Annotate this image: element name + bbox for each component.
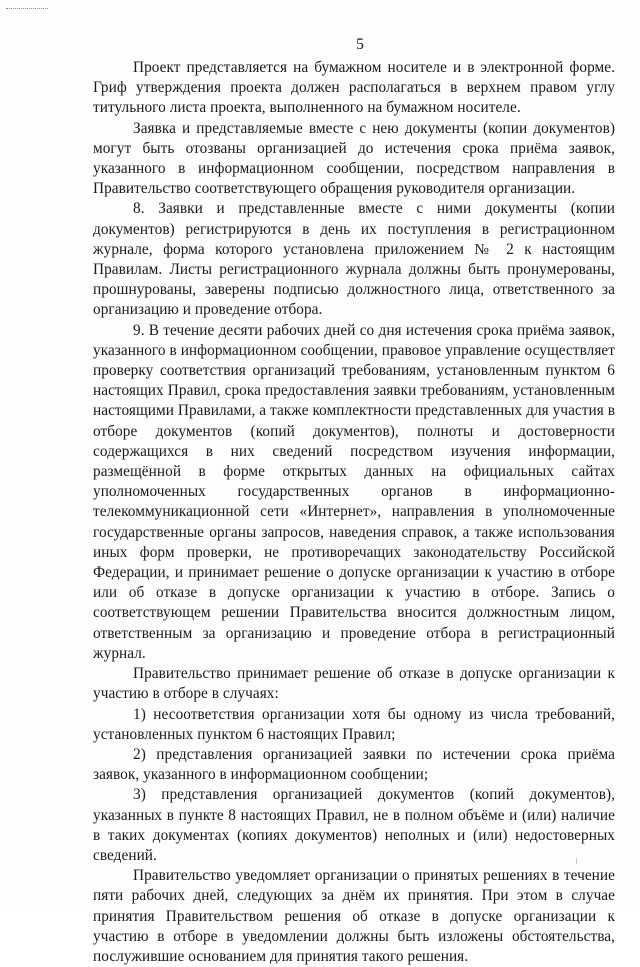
paragraph-refusal-cases-intro: Правительство принимает решение об отказе в допуске организации к участию в отборе в случаях: [93, 665, 615, 703]
paragraph-application-withdrawal: Заявка и представляемые вместе с нею документы (копии документов) могут быть отозваны организацией до истечения срока приёма заявок, указанного в информационном сообщении, посредством направления в Правительство соответствующего обращения руководителя организации. [93, 119, 615, 198]
list-item-refusal-case-2: 2) представления организацией заявки по истечении срока приёма заявок, указанного в информационном сообщении; [93, 745, 615, 784]
list-item-refusal-case-3: 3) представления организацией документов (копий документов), указанных в пункте 8 настоящих Правил, не в полном объёме и (или) наличие в таких документах (копиях документов) неполных и (или) недостоверных сведений. [93, 786, 615, 864]
page-number: 5 [356, 36, 364, 53]
paragraph-item-9-verification: 9. В течение десяти рабочих дней со дня истечения срока приёма заявок, указанного в информационном сообщении, правовое управление осуществляет проверку соответствия организаций требованиям, установленным пунктом 6 настоящих Правил, срока предоставления заявки требованиям, установленным настоящими Правилами, а также комплектности представленных для участия в отборе документов (копий документов), полноты и достоверности содержащихся в них сведений посредством изучения информации, размещённой в форме открытых данных на официальных сайтах уполномоченных государственных органов в информационно-телекоммуникационной сети «Интернет», направления в уполномоченные государственные органы запросов, наведения справок, а также использования иных форм проверки, не противоречащих законодательству Российской Федерации, и принимает решение о допуске организации к участию в отборе или об отказе в допуске организации к участию в отборе. Запись о соответствующем решении Правительства вносится должностным лицом, ответственным за организацию и проведение отбора в регистрационный журнал. [93, 321, 615, 662]
document-body [93, 58, 615, 967]
paragraph-notification: Правительство уведомляет организации о принятых решениях в течение пяти рабочих дней, следующих за днём их принятия. При этом в случае принятия Правительством решения об отказе в допуске организации к участию в отборе в уведомлении должны быть изложены обстоятельства, послужившие основанием для принятия такого решения. [93, 867, 615, 965]
scan-corner-mark [6, 8, 48, 11]
paragraph-project-format: Проект представляется на бумажном носителе и в электронной форме. Гриф утверждения проекта должен располагаться в верхнем правом углу титульного листа проекта, выполненного на бумажном носителе. [93, 59, 615, 117]
paragraph-item-8-registration: 8. Заявки и представленные вместе с ними документы (копии документов) регистрируются в день их поступления в регистрационном журнале, форма которого установлена приложением № 2 к настоящим Правилам. Листы регистрационного журнала должны быть пронумерованы, прошнурованы, заверены подписью должностного лица, ответственного за организацию и проведение отбора. [93, 200, 615, 319]
list-item-refusal-case-1: 1) несоответствия организации хотя бы одному из числа требований, установленных пунктом 6 настоящих Правил; [93, 705, 615, 743]
scan-edge-mark [576, 858, 579, 864]
